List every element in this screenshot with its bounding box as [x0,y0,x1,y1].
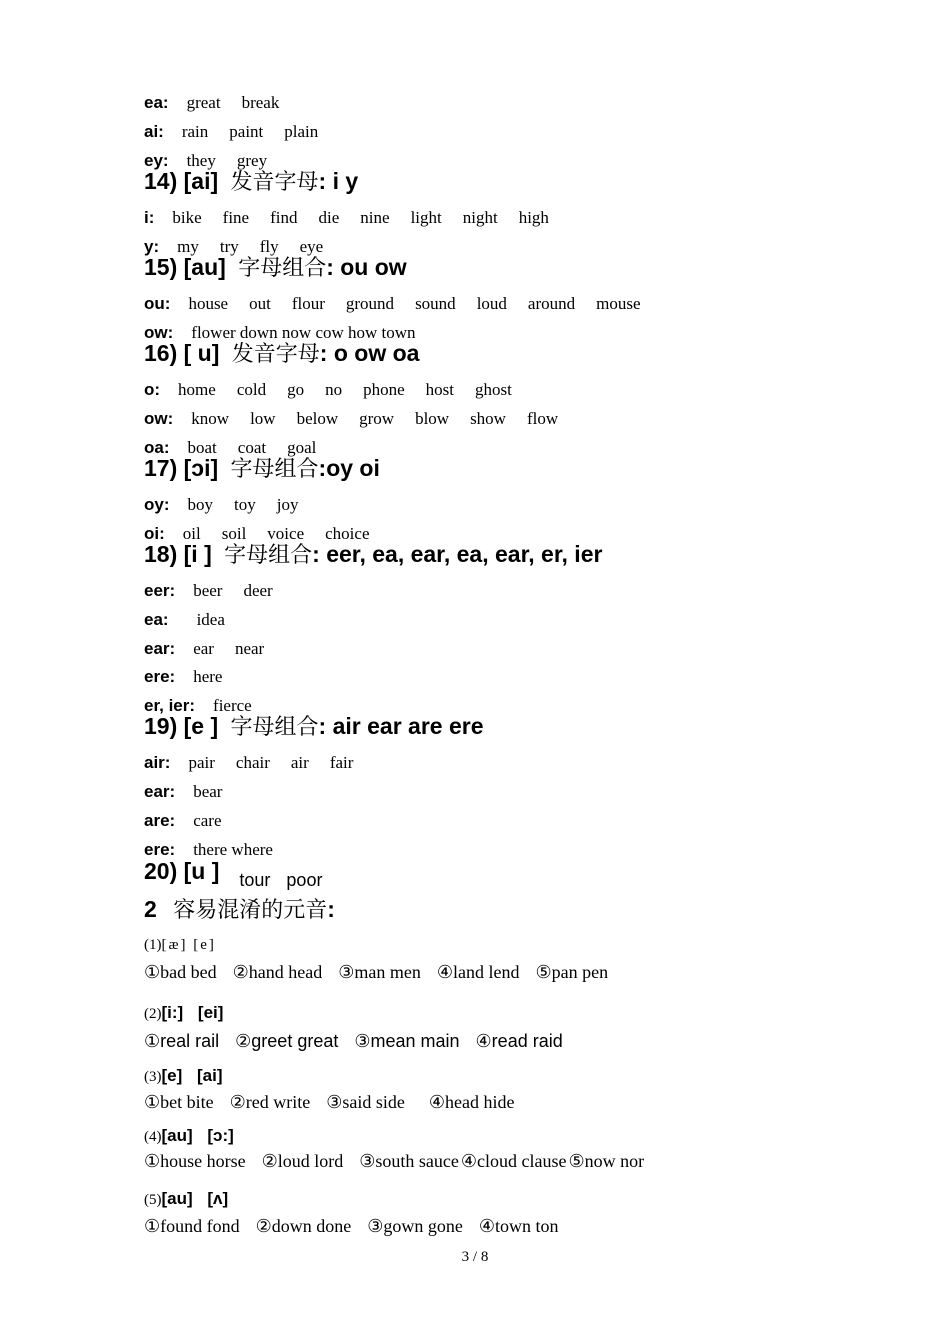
section-heading [144,256,407,280]
letter-combo: ere: [144,840,176,859]
heading-letters: :oy oi [318,455,380,481]
word: fly [259,237,279,256]
phoneme-label: 18) [i ] [144,541,212,567]
word: ground [345,294,395,313]
word: high [518,208,549,227]
word-row [144,668,243,686]
word: there where [193,840,273,859]
word-pair: ④town ton [478,1216,559,1236]
word: loud [476,294,507,313]
pair-row [144,1217,575,1235]
word: ear [193,639,214,658]
word-pair: ⑤pan pen [535,962,609,982]
word: fine [222,208,250,227]
heading-letters: : eer, ea, ear, ea, ear, er, ier [312,541,603,567]
section-heading [144,457,380,481]
heading-zh: 字母组合 [224,543,313,568]
group-symbols: [i:] [ei] [161,1003,224,1022]
group-number: (3) [144,1069,162,1085]
group-symbols: [æ] [e] [161,937,216,953]
word: flour [291,294,325,313]
word: grey [236,151,268,170]
word: out [249,294,271,313]
letter-combo: are: [144,811,176,830]
heading-letters: : i y [318,168,359,194]
word-pair: ④land lend [436,962,520,982]
word-pair: ②greet great [235,1031,339,1051]
word: toy [234,495,256,514]
word-row [144,611,246,629]
pair-row [144,1093,530,1111]
word-pair: ②down done [255,1216,352,1236]
word: they [186,151,216,170]
word: host [425,380,454,399]
word: fierce [213,696,252,715]
word: great [186,93,221,112]
word: light [410,208,442,227]
word: bike [172,208,202,227]
word: boat [187,438,217,457]
heading-letters: : o ow oa [319,340,420,366]
letter-combo: ear: [144,782,176,801]
pair-row [144,1032,579,1050]
word: plain [284,122,319,141]
word-row [144,582,294,600]
letter-combo: ow: [144,323,174,342]
word: go [287,380,305,399]
word: die [318,208,340,227]
word: below [296,409,339,428]
section-title-zh: 容易混淆的元音 [173,898,328,923]
word: beer [193,581,223,600]
group-label [144,1127,234,1145]
word-pair: ①house horse [144,1151,246,1171]
word-row [144,640,285,658]
heading-letters: : air ear are ere [318,713,484,739]
group-number: (1) [144,937,162,953]
word-pair: ①bet bite [144,1092,214,1112]
phoneme-label: 15) [au] [144,254,226,280]
word: air [290,753,309,772]
group-label [144,1190,228,1208]
pair-row [144,1152,660,1170]
word: find [270,208,298,227]
section-heading [144,715,484,739]
word: flower down now cow how town [191,323,416,342]
word: goal [287,438,317,457]
word: around [527,294,576,313]
word-pair: ②hand head [232,962,323,982]
word-row [144,783,243,801]
word-row [144,841,294,859]
letter-combo: oi: [144,524,165,543]
word: mouse [596,294,641,313]
phoneme-label: 19) [e ] [144,713,219,739]
word-row [144,94,300,112]
phoneme-label: 14) [ai] [144,168,219,194]
word: coat [237,438,267,457]
word: eye [299,237,324,256]
heading-zh: 发音字母 [230,170,319,195]
word-pair: ③man men [338,962,421,982]
word-pair: ④read raid [475,1031,563,1051]
group-number: (4) [144,1129,162,1145]
word-pair: ①real rail [144,1031,220,1051]
word-pair: ③south sauce [359,1151,459,1171]
heading-zh: 字母组合 [230,715,319,740]
word: blow [415,409,450,428]
word: phone [363,380,405,399]
word: nine [360,208,390,227]
word: oil [182,524,201,543]
letter-combo: ow: [144,409,174,428]
letter-combo: air: [144,753,171,772]
word-row [144,209,570,227]
word: boy [187,495,213,514]
word: night [462,208,498,227]
letter-combo: ear: [144,639,176,658]
word: voice [267,524,305,543]
word-pair: ③gown gone [367,1216,463,1236]
word-row [144,123,339,141]
group-symbols: [au] [ʌ] [161,1189,229,1208]
letter-combo: i: [144,208,155,227]
word: house [188,294,229,313]
letter-combo: eer: [144,581,176,600]
word-pair: ①bad bed [144,962,217,982]
word-pair: ③mean main [354,1031,460,1051]
word: care [193,811,222,830]
word-pair: ④head hide [428,1092,515,1112]
word: know [191,409,230,428]
word: try [219,237,239,256]
group-symbols: [au] [ɔ:] [161,1126,234,1145]
heading-zh: 字母组合 [238,256,327,281]
letter-combo: ere: [144,667,176,686]
word: soil [221,524,247,543]
word: paint [229,122,264,141]
section-number: 2 [144,896,157,922]
phoneme-label: 20) [u ] [144,858,220,884]
word: sound [415,294,456,313]
word-pair: ①found fond [144,1216,240,1236]
letter-combo: oa: [144,438,170,457]
letter-combo: ai: [144,122,164,141]
word: home [178,380,216,399]
word: idea [196,610,225,629]
word: joy [276,495,299,514]
word: show [470,409,506,428]
word-row [144,295,662,313]
word: pair [188,753,215,772]
word: flow [526,409,559,428]
letter-combo: er, ier: [144,696,196,715]
word-pair: ⑤now nor [568,1151,645,1171]
heading-zh: 发音字母 [231,342,320,367]
word-row [144,381,533,399]
word: poor [286,870,323,890]
group-label [144,1004,223,1022]
word: near [234,639,265,658]
group-label [144,1067,223,1085]
word: low [250,409,276,428]
group-label [144,937,216,953]
letter-combo: ea: [144,610,169,629]
group-number: (5) [144,1192,162,1208]
word-row [144,410,579,428]
word: bear [193,782,223,801]
letter-combo: ou: [144,294,171,313]
word-pair: ③said side [326,1092,405,1112]
section-title: 2 容易混淆的元音: [144,896,335,923]
word-pair: ②red write [229,1092,311,1112]
word: my [177,237,199,256]
word-pair: ②loud lord [261,1151,344,1171]
word: grow [359,409,395,428]
word: fair [329,753,354,772]
word: break [241,93,280,112]
letter-combo: o: [144,380,161,399]
letter-combo: ey: [144,151,169,170]
phoneme-label: 16) [ u] [144,340,220,366]
word-row [144,754,374,772]
word: ghost [475,380,512,399]
letter-combo: oy: [144,495,170,514]
section-heading [144,543,602,567]
letter-combo: y: [144,237,160,256]
word: chair [235,753,270,772]
page-number: 3 / 8 [461,1249,489,1265]
word-pair: ④cloud clause [460,1151,567,1171]
word: no [325,380,343,399]
word: deer [243,581,273,600]
word-row [144,812,243,830]
word: tour [239,870,271,890]
section-heading [144,342,419,366]
word: here [193,667,223,686]
heading-letters: : ou ow [326,254,407,280]
word-row [144,496,319,514]
word: rain [181,122,209,141]
section-heading [144,170,358,194]
word: choice [325,524,370,543]
heading-zh: 字母组合 [230,457,319,482]
pair-row [144,963,624,981]
group-symbols: [e] [ai] [161,1066,223,1085]
word: cold [236,380,267,399]
letter-combo: ea: [144,93,169,112]
phoneme-label: 17) [ɔi] [144,455,219,481]
section-heading [144,858,338,890]
group-number: (2) [144,1006,162,1022]
